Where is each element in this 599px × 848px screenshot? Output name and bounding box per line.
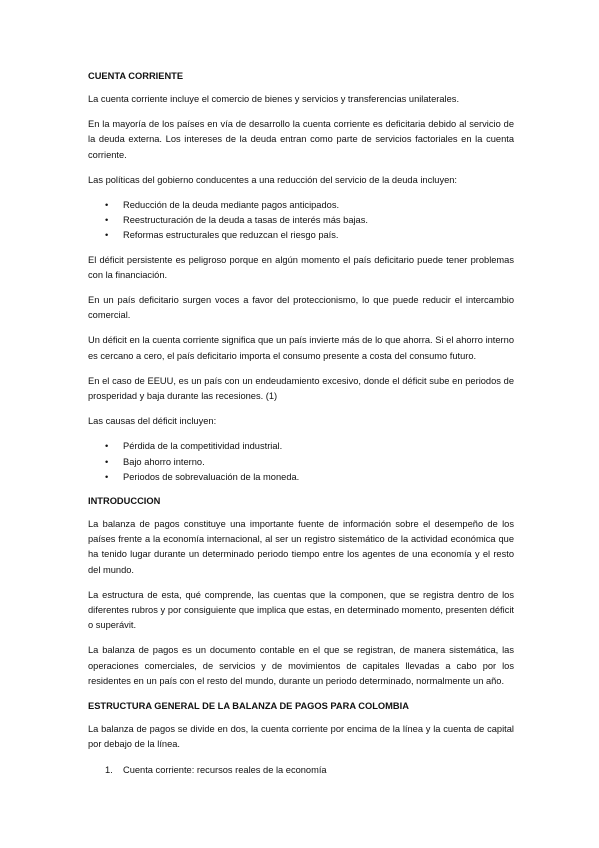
- list-item: • Pérdida de la competitividad industrial.: [123, 439, 514, 454]
- section-heading-cuenta-corriente: CUENTA CORRIENTE: [88, 71, 184, 81]
- paragraph: En un país deficitario surgen voces a favor del proteccionismo, lo que puede reducir el intercambio comercial.: [88, 295, 514, 321]
- bullet-icon: •: [105, 215, 109, 226]
- bullet-list-causas: [88, 439, 514, 485]
- paragraph: En la mayoría de los países en vía de desarrollo la cuenta corriente es deficitaria debido al servicio de la deuda externa. Los intereses de la deuda entran como parte de servicios factoriales en la cuenta corriente.: [88, 119, 514, 160]
- paragraph: La cuenta corriente incluye el comercio de bienes y servicios y transferencias unilaterales.: [88, 94, 460, 104]
- bullet-icon: •: [105, 456, 109, 467]
- list-item: • Periodos de sobrevaluación de la moneda.: [123, 470, 514, 485]
- list-item: • Bajo ahorro interno.: [123, 455, 514, 470]
- paragraph: La estructura de esta, qué comprende, las cuentas que la componen, que se registra dentro de los diferentes rubros y por consiguiente que implica que estas, en determinado momento, presenten déficit o superávit.: [88, 589, 514, 631]
- bullet-icon: •: [105, 441, 109, 452]
- list-item: • Reducción de la deuda mediante pagos anticipados.: [123, 198, 514, 213]
- paragraph: Las causas del déficit incluyen:: [88, 416, 217, 427]
- bullet-list-politicas: [88, 198, 514, 244]
- bullet-icon: •: [105, 471, 109, 482]
- list-item: • Reestructuración de la deuda a tasas de interés más bajas.: [123, 213, 514, 228]
- paragraph: Las políticas del gobierno conducentes a una reducción del servicio de la deuda incluyen:: [88, 174, 458, 185]
- bullet-icon: •: [105, 230, 109, 241]
- section-heading-estructura: ESTRUCTURA GENERAL DE LA BALANZA DE PAGOS PARA COLOMBIA: [88, 701, 409, 712]
- numbered-list: [88, 763, 514, 778]
- paragraph: La balanza de pagos es un documento contable en el que se registran, de manera sistemática, las operaciones comerciales, de servicios y de movimientos de capitales llevadas a cabo por los residentes en un país con el resto del mundo, durante un periodo determinado, normalmente un año.: [88, 645, 514, 686]
- list-item: 1. Cuenta corriente: recursos reales de la economía: [123, 763, 514, 778]
- bullet-icon: •: [105, 200, 109, 211]
- paragraph: La balanza de pagos se divide en dos, la cuenta corriente por encima de la línea y la cuenta de capital por debajo de la línea.: [88, 724, 514, 750]
- paragraph: La balanza de pagos constituye una importante fuente de información sobre el desempeño de los países frente a la economía internacional, al ser un registro sistemático de la actividad económica que ha tenido lugar durante un determinado periodo tiempo entre los agentes de una economía y el resto del mundo.: [88, 519, 514, 575]
- list-number: 1.: [105, 764, 113, 775]
- section-heading-introduccion: INTRODUCCION: [88, 496, 161, 507]
- document-body: [88, 69, 514, 778]
- paragraph: El déficit persistente es peligroso porque en algún momento el país deficitario puede tener problemas con la financiación.: [88, 254, 514, 280]
- list-item: • Reformas estructurales que reduzcan el riesgo país.: [123, 228, 514, 243]
- paragraph: En el caso de EEUU, es un país con un endeudamiento excesivo, donde el déficit sube en periodos de prosperidad y baja durante las recesiones. (1): [88, 375, 514, 402]
- paragraph: Un déficit en la cuenta corriente significa que un país invierte más de lo que ahorra. Si el ahorro interno es cercano a cero, el país deficitario importa el consumo presente a costa del consumo futuro.: [88, 335, 514, 361]
